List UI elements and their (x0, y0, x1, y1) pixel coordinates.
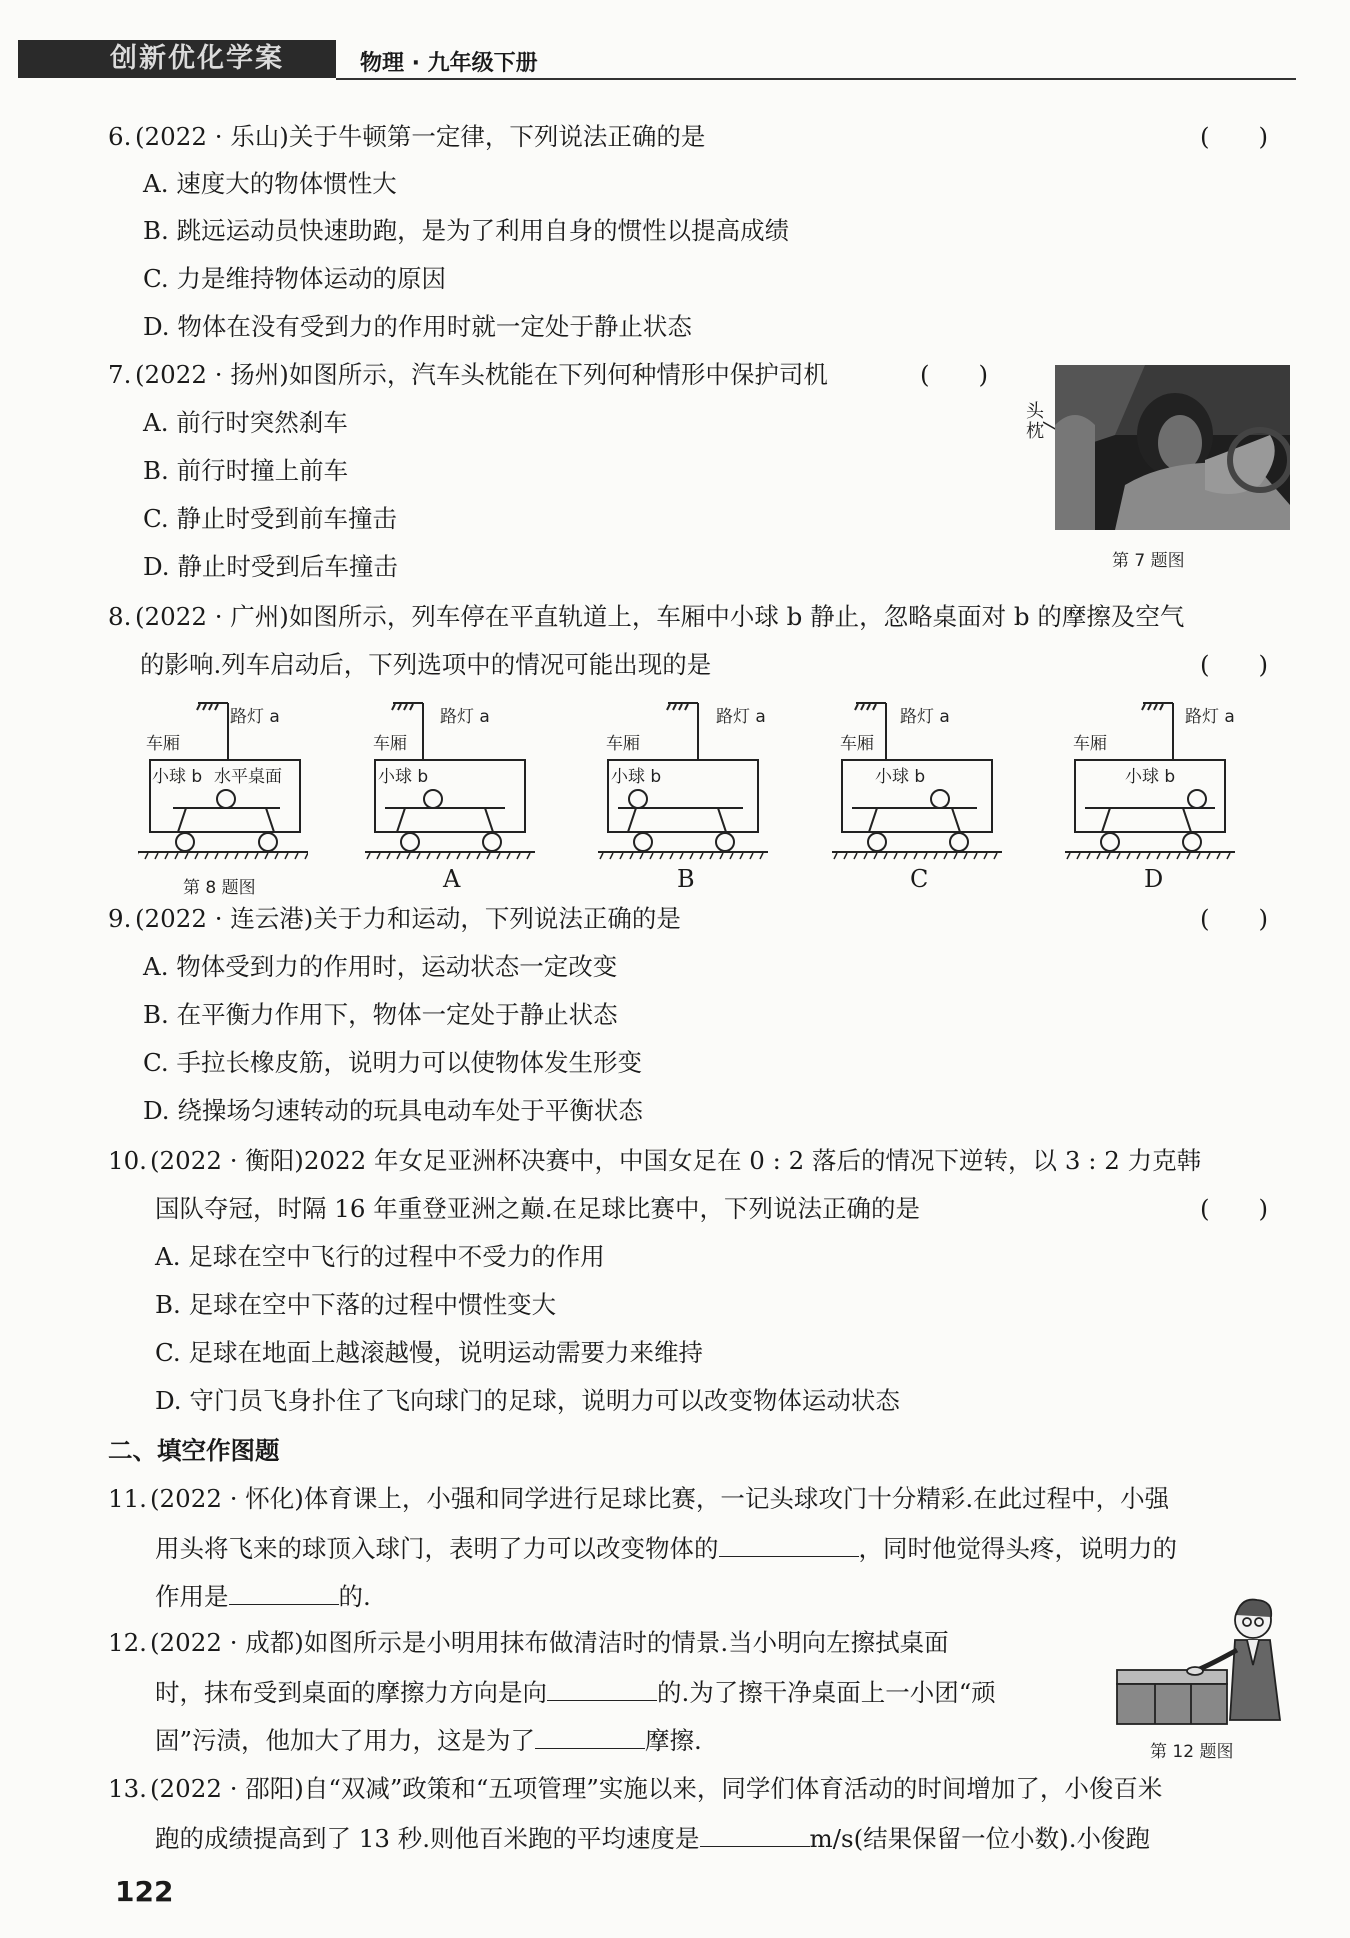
q13-line2-text-a: 跑的成绩提高到了 13 秒.则他百米跑的平均速度是 (155, 1824, 700, 1853)
q9-stem: (2022 · 连云港)关于力和运动，下列说法正确的是 (135, 904, 681, 933)
q9-number: 9. (108, 904, 132, 933)
q7-option-d: D. 静止时受到后车撞击 (143, 552, 398, 581)
q12-line3 (155, 1722, 702, 1758)
q9-option-d: D. 绕操场匀速转动的玩具电动车处于平衡状态 (143, 1096, 643, 1125)
q12-line2-text-a: 时，抹布受到桌面的摩擦力方向是向 (155, 1678, 547, 1707)
q7-option-c: C. 静止时受到前车撞击 (143, 504, 397, 533)
q8-b-ball-label: 小球 b (611, 767, 662, 787)
q6-stem: (2022 · 乐山)关于牛顿第一定律，下列说法正确的是 (135, 122, 706, 151)
q8-a-car-label: 车厢 (373, 734, 407, 754)
q8-option-b-letter: B (677, 865, 695, 893)
q7-caption: 第 7 题图 (1112, 551, 1185, 571)
q11-blank-2[interactable] (229, 1578, 339, 1605)
q13-blank-1[interactable] (700, 1820, 810, 1847)
q8-number: 8. (108, 602, 132, 631)
q8-caption: 第 8 题图 (183, 878, 256, 898)
q12-line3-text-b: 摩擦. (645, 1726, 702, 1755)
q9-option-c: C. 手拉长橡皮筋，说明力可以使物体发生形变 (143, 1048, 642, 1077)
q11-number: 11. (108, 1484, 147, 1513)
q12-blank-2[interactable] (535, 1722, 645, 1749)
q8-c-car-label: 车厢 (840, 734, 874, 754)
q8-answer-paren: ( ) (1200, 650, 1269, 679)
q10-number: 10. (108, 1146, 147, 1175)
q11-line3 (155, 1578, 371, 1614)
car-interior-illustration (1055, 365, 1290, 530)
q12-line2 (155, 1674, 996, 1710)
q8-c-lamp-label: 路灯 a (900, 707, 950, 727)
q7-option-b: B. 前行时撞上前车 (143, 456, 349, 485)
q8-ball-label: 小球 b (152, 767, 203, 787)
q8-option-a-letter: A (443, 865, 461, 893)
header-brand: 创新优化学案 (110, 43, 284, 74)
q12-line3-text-a: 固”污渍，他加大了用力，这是为了 (155, 1726, 536, 1755)
q7-stem: (2022 · 扬州)如图所示，汽车头枕能在下列何种情形中保护司机 (135, 360, 828, 389)
q12-cleaning-illustration (1115, 1595, 1295, 1730)
q7-photo-label-1: 头 (1026, 401, 1044, 422)
q8-lamp-label: 路灯 a (230, 707, 280, 727)
q10-option-d: D. 守门员飞身扑住了飞向球门的足球，说明力可以改变物体运动状态 (155, 1386, 900, 1415)
q10-stem-line2: 国队夺冠，时隔 16 年重登亚洲之巅.在足球比赛中，下列说法正确的是 (155, 1194, 921, 1223)
q11-line2-text-b: ，同时他觉得头疼，说明力的 (858, 1534, 1177, 1563)
q6-option-c: C. 力是维持物体运动的原因 (143, 264, 446, 293)
q6-answer-paren: ( ) (1200, 122, 1269, 151)
q8-b-car-label: 车厢 (606, 734, 640, 754)
q13-line1: (2022 · 邵阳)自“双减”政策和“五项管理”实施以来，同学们体育活动的时间增加了，小俊百米 (150, 1774, 1163, 1803)
q9-option-a: A. 物体受到力的作用时，运动状态一定改变 (143, 952, 618, 981)
q10-stem-line1: (2022 · 衡阳)2022 年女足亚洲杯决赛中，中国女足在 0 : 2 落后的情况下逆转，以 3 : 2 力克韩 (150, 1146, 1202, 1175)
q11-line3-text-a: 作用是 (155, 1582, 229, 1611)
q6-number: 6. (108, 122, 132, 151)
q9-option-b: B. 在平衡力作用下，物体一定处于静止状态 (143, 1000, 618, 1029)
q13-number: 13. (108, 1774, 147, 1803)
q11-line2-text-a: 用头将飞来的球顶入球门，表明了力可以改变物体的 (155, 1534, 719, 1563)
q10-answer-paren: ( ) (1200, 1194, 1269, 1223)
q11-line1: (2022 · 怀化)体育课上，小强和同学进行足球比赛，一记头球攻门十分精彩.在此过程中，小强 (150, 1484, 1170, 1513)
q8-option-d-letter: D (1144, 865, 1164, 893)
q7-answer-paren: ( ) (920, 360, 989, 389)
q8-b-lamp-label: 路灯 a (716, 707, 766, 727)
q8-a-ball-label: 小球 b (378, 767, 429, 787)
header-rule (336, 78, 1296, 80)
q11-line3-text-b: 的. (338, 1582, 371, 1611)
q8-stem-line2: 的影响.列车启动后，下列选项中的情况可能出现的是 (140, 650, 712, 679)
q8-c-ball-label: 小球 b (875, 767, 926, 787)
header-subject: 物理 · 九年级下册 (360, 51, 538, 76)
q7-number: 7. (108, 360, 132, 389)
q10-option-c: C. 足球在地面上越滚越慢，说明运动需要力来维持 (155, 1338, 703, 1367)
page-number: 122 (115, 1875, 174, 1908)
q12-line2-text-b: 的.为了擦干净桌面上一小团“顽 (657, 1678, 996, 1707)
q12-blank-1[interactable] (547, 1674, 657, 1701)
q13-line2-text-b: m/s(结果保留一位小数).小俊跑 (809, 1824, 1151, 1853)
q9-answer-paren: ( ) (1200, 904, 1269, 933)
q10-option-b: B. 足球在空中下落的过程中惯性变大 (155, 1290, 557, 1319)
q8-d-car-label: 车厢 (1073, 734, 1107, 754)
q12-line1: (2022 · 成都)如图所示是小明用抹布做清洁时的情景.当小明向左擦拭桌面 (150, 1628, 949, 1657)
q8-d-lamp-label: 路灯 a (1185, 707, 1235, 727)
q8-d-ball-label: 小球 b (1125, 767, 1176, 787)
q6-option-a: A. 速度大的物体惯性大 (143, 169, 397, 198)
q8-table-label: 水平桌面 (214, 767, 282, 787)
section-heading-fill-in: 二、填空作图题 (108, 1436, 280, 1465)
q12-caption: 第 12 题图 (1150, 1742, 1234, 1762)
q11-blank-1[interactable] (719, 1530, 859, 1557)
q8-stem-line1: (2022 · 广州)如图所示，列车停在平直轨道上，车厢中小球 b 静止，忽略桌面对 b 的摩擦及空气 (135, 602, 1185, 631)
q8-a-lamp-label: 路灯 a (440, 707, 490, 727)
q10-option-a: A. 足球在空中飞行的过程中不受力的作用 (155, 1242, 605, 1271)
q8-option-c-letter: C (910, 865, 929, 893)
q7-headrest-photo (1055, 365, 1290, 530)
q6-option-b: B. 跳远运动员快速助跑，是为了利用自身的惯性以提高成绩 (143, 216, 790, 245)
q12-number: 12. (108, 1628, 147, 1657)
q7-photo-label-2: 枕 (1026, 421, 1044, 442)
q8-car-label: 车厢 (146, 734, 180, 754)
q11-line2 (155, 1530, 1177, 1566)
q13-line2 (155, 1820, 1150, 1856)
q6-option-d: D. 物体在没有受到力的作用时就一定处于静止状态 (143, 312, 692, 341)
q7-option-a: A. 前行时突然刹车 (143, 408, 348, 437)
